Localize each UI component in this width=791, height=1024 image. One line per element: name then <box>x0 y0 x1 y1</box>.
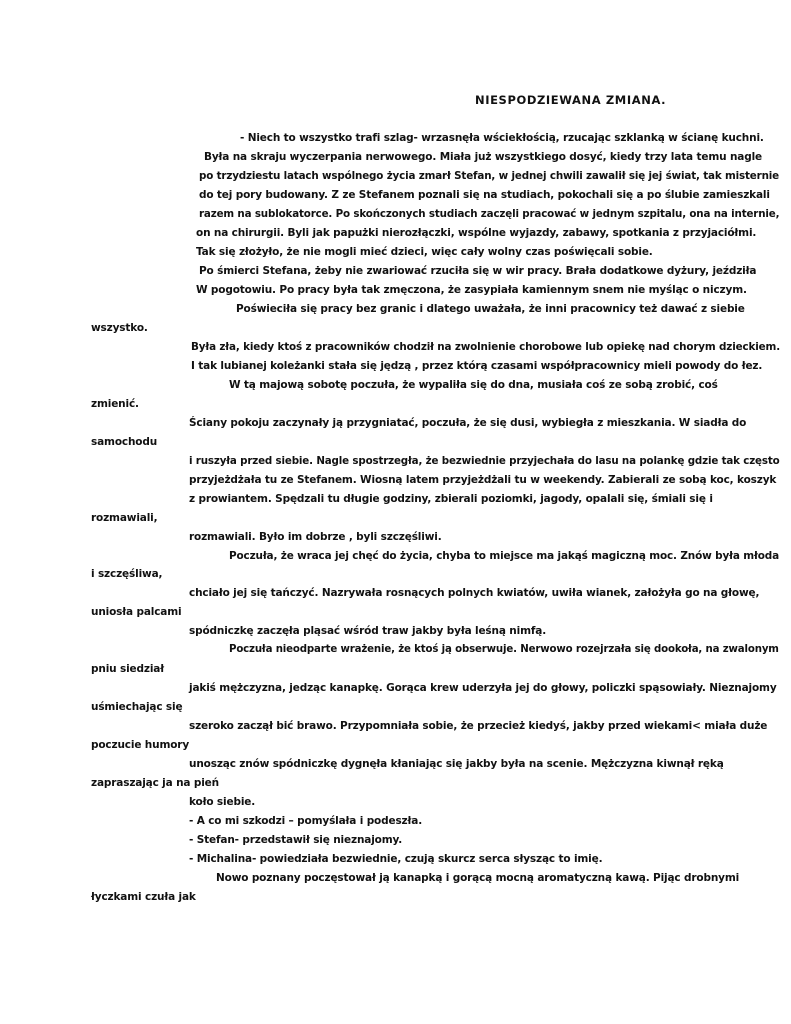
text-line: - Michalina- powiedziała bezwiednie, czują skurcz serca słysząc to imię. <box>189 853 603 866</box>
text-line: - A co mi szkodzi – pomyślała i podeszła. <box>189 815 423 828</box>
text-line: wszystko. <box>91 321 148 334</box>
text-line: uśmiechając się <box>91 701 183 714</box>
text-line: po trzydziestu latach wspólnego życia zmarł Stefan, w jednej chwili zawalił się jej świat, tak misternie <box>199 169 780 182</box>
text-line: koło siebie. <box>189 796 256 809</box>
text-line: do tej pory budowany. Z ze Stefanem poznali się na studiach, pokochali się a po ślubie zamieszkali <box>199 188 770 201</box>
text-line: jakiś mężczyzna, jedząc kanapkę. Gorąca krew uderzyła jej do głowy, policzki spąsowiały. Nieznajomy <box>189 682 777 695</box>
text-line: Po śmierci Stefana, żeby nie zwariować rzuciła się w wir pracy. Brała dodatkowe dyżury, jeździła <box>199 264 757 277</box>
text-line: i szczęśliwa, <box>91 568 163 581</box>
document-title: NIESPODZIEWANA ZMIANA. <box>475 93 667 107</box>
text-line: Poczuła nieodparte wrażenie, że ktoś ją obserwuje. Nerwowo rozejrzała się dookoła, na zwalonym <box>229 644 779 656</box>
text-line: rozmawiali, <box>91 511 158 524</box>
text-line: razem na sublokatorce. Po skończonych studiach zaczęli pracować w jednym szpitalu, ona na internie, <box>199 207 780 220</box>
text-line: on na chirurgii. Byli jak papużki nierozłączki, wspólne wyjazdy, zabawy, spotkania z przyjaciółmi. <box>196 226 757 239</box>
text-line: uniosła palcami <box>91 606 182 619</box>
text-line: rozmawiali. Było im dobrze , byli szczęśliwi. <box>189 530 442 543</box>
text-line: Była na skraju wyczerpania nerwowego. Miała już wszystkiego dosyć, kiedy trzy lata temu nagle <box>204 151 763 163</box>
text-line: szeroko zaczął bić brawo. Przypomniała sobie, że przecież kiedyś, jakby przed wiekami< miała duże <box>189 720 768 733</box>
text-line: W tą majową sobotę poczuła, że wypaliła się do dna, musiała coś ze sobą zrobić, coś <box>229 378 718 391</box>
text-line: Tak się złożyło, że nie mogli mieć dzieci, więc cały wolny czas poświęcali sobie. <box>196 245 653 258</box>
text-line: unosząc znów spódniczkę dygnęła kłaniając się jakby była na scenie. Mężczyzna kiwnął ręką <box>189 758 724 771</box>
text-line: z prowiantem. Spędzali tu długie godziny, zbierali poziomki, jagody, opalali się, śmiali się i <box>189 492 713 505</box>
text-line: przyjeżdżała tu ze Stefanem. Wiosną latem przyjeżdżali tu w weekendy. Zabierali ze sobą koc, koszyk <box>189 473 777 486</box>
text-line: Poświeciła się pracy bez granic i dlatego uważała, że inni pracownicy też dawać z siebie <box>236 302 745 315</box>
text-line: chciało jej się tańczyć. Nazrywała rosnących polnych kwiatów, uwiła wianek, założyła go na głowę, <box>189 587 760 600</box>
text-line: W pogotowiu. Po pracy była tak zmęczona, że zasypiała kamiennym snem nie myśląc o niczym. <box>196 283 747 296</box>
text-line: poczucie humory <box>91 739 190 752</box>
text-line: zmienić. <box>91 397 139 410</box>
text-line: - Stefan- przedstawił się nieznajomy. <box>189 834 403 847</box>
text-line: i ruszyła przed siebie. Nagle spostrzegła, że bezwiednie przyjechała do lasu na polankę gdzie tak często <box>189 454 780 467</box>
text-line: samochodu <box>91 435 158 448</box>
text-line: I tak lubianej koleżanki stała się jędzą , przez którą czasami współpracownicy mieli powody do łez. <box>191 359 763 372</box>
text-line: pniu siedział <box>91 663 164 676</box>
text-line: Ściany pokoju zaczynały ją przygniatać, poczuła, że się dusi, wybiegła z mieszkania. W siadła do <box>189 416 747 429</box>
text-line: Poczuła, że wraca jej chęć do życia, chyba to miejsce ma jakąś magiczną moc. Znów była młoda <box>229 549 779 562</box>
text-line: łyczkami czuła jak <box>91 891 196 903</box>
text-line: zapraszając ja na pień <box>91 777 219 790</box>
text-line: spódniczkę zaczęła pląsać wśród traw jakby była leśną nimfą. <box>189 625 547 638</box>
text-line: Nowo poznany poczęstował ją kanapką i gorącą mocną aromatyczną kawą. Pijąc drobnymi <box>216 872 740 884</box>
text-line: Była zła, kiedy ktoś z pracowników chodził na zwolnienie chorobowe lub opiekę nad chorym dzieckiem. <box>191 340 780 353</box>
text-line: - Niech to wszystko trafi szlag- wrzasnęła wściekłością, rzucając szklanką w ścianę kuchni. <box>240 132 764 144</box>
